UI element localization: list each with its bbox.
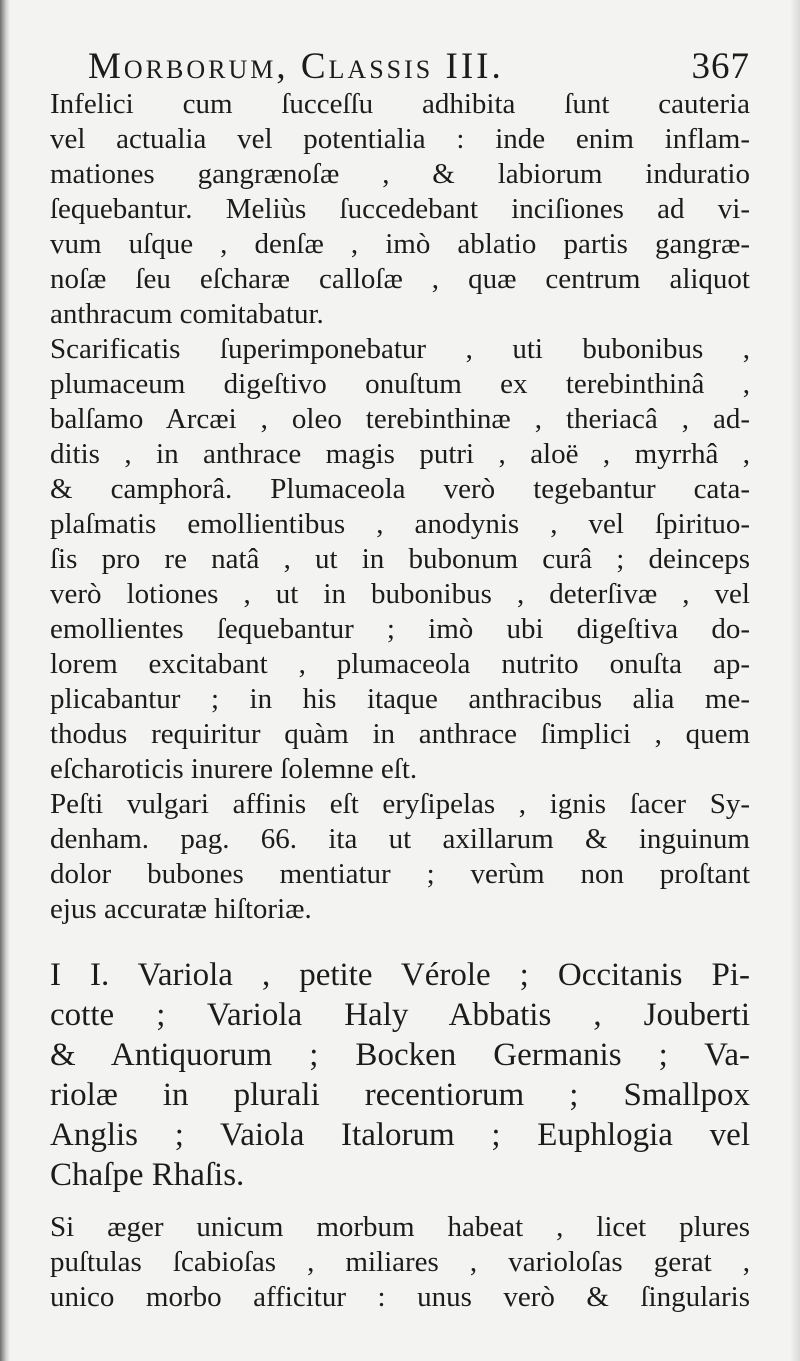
section-variola-heading <box>50 955 750 1195</box>
page-left-edge <box>0 0 10 1361</box>
paragraph-scarificatis <box>50 332 750 787</box>
heading-line: Chaſpe Rhaſis. <box>50 1157 245 1193</box>
text-line: Si æger unicum morbum habeat , licet plures <box>50 1211 750 1243</box>
text-line: anthracum comitabatur. <box>50 298 324 330</box>
text-line: denham. pag. 66. ita ut axillarum & inguinum <box>50 823 750 855</box>
text-line: vel actualia vel potentialia : inde enim inflam- <box>50 123 750 155</box>
text-line: Peſti vulgari affinis eſt eryſipelas , ignis ſacer Sy- <box>50 788 750 820</box>
text-line: mationes gangrænoſæ , & labiorum induratio <box>50 158 750 190</box>
text-line: Scarificatis ſuperimponebatur , uti bubonibus , <box>50 333 750 365</box>
heading-line: I I. Variola , petite Vérole ; Occitanis Pi- <box>50 957 750 993</box>
heading-line: Anglis ; Vaiola Italorum ; Euphlogia vel <box>50 1117 750 1153</box>
running-header <box>88 40 750 94</box>
text-line: ſis pro re natâ , ut in bubonum curâ ; deinceps <box>50 543 750 575</box>
text-line: balſamo Arcæi , oleo terebinthinæ , theriacâ , ad- <box>50 403 750 435</box>
text-line: dolor bubones mentiatur ; verùm non proſtant <box>50 858 750 890</box>
text-line: emollientes ſequebantur ; imò ubi digeſtiva do- <box>50 613 750 645</box>
text-line: plumaceum digeſtivo onuſtum ex terebinthinâ , <box>50 368 750 400</box>
text-line: noſæ ſeu eſcharæ calloſæ , quæ centrum aliquot <box>50 263 750 295</box>
heading-line: riolæ in plurali recentiorum ; Smallpox <box>50 1077 750 1113</box>
text-line: vum uſque , denſæ , imò ablatio partis gangræ- <box>50 228 750 260</box>
paragraph-si-aeger <box>50 1210 750 1315</box>
paragraph-cauteria <box>50 87 750 332</box>
text-line: ejus accuratæ hiſtoriæ. <box>50 893 312 925</box>
text-line: verò lotiones , ut in bubonibus , deterſivæ , vel <box>50 578 750 610</box>
text-line: puſtulas ſcabioſas , miliares , varioloſas gerat , <box>50 1246 750 1278</box>
text-line: lorem excitabant , plumaceola nutrito onuſta ap- <box>50 648 750 680</box>
heading-line: cotte ; Variola Haly Abbatis , Jouberti <box>50 997 750 1033</box>
text-line: & camphorâ. Plumaceola verò tegebantur cata- <box>50 473 750 505</box>
text-line: eſcharoticis inurere ſolemne eſt. <box>50 753 418 785</box>
text-line: plaſmatis emollientibus , anodynis , vel ſpirituo- <box>50 508 750 540</box>
text-line: plicabantur ; in his itaque anthracibus alia me- <box>50 683 750 715</box>
paragraph-pesti <box>50 787 750 927</box>
text-line: unico morbo afficitur : unus verò & ſingularis <box>50 1281 750 1313</box>
text-line: Infelici cum ſucceſſu adhibita ſunt cauteria <box>50 88 750 120</box>
text-line: ſequebantur. Meliùs ſuccedebant inciſiones ad vi- <box>50 193 750 225</box>
header-title: Morborum, Classis III. <box>88 46 504 87</box>
page-number: 367 <box>691 46 750 87</box>
heading-line: & Antiquorum ; Bocken Germanis ; Va- <box>50 1037 750 1073</box>
text-line: thodus requiritur quàm in anthrace ſimplici , quem <box>50 718 750 750</box>
text-line: ditis , in anthrace magis putri , aloë , myrrhâ , <box>50 438 750 470</box>
page-right-edge <box>790 0 800 1361</box>
